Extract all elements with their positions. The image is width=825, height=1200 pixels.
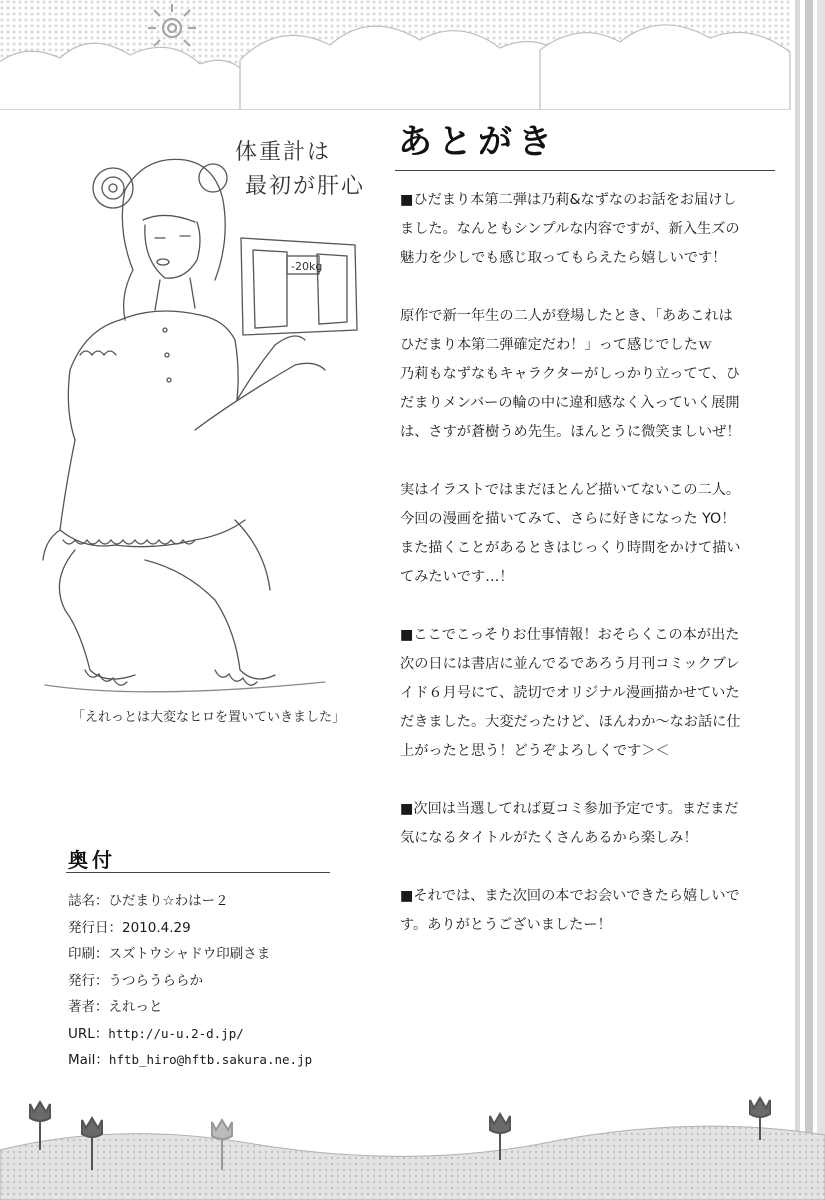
sun-icon xyxy=(148,4,196,46)
colophon-value: うつらうららか xyxy=(108,972,203,989)
afterword-paragraph: 原作で新一年生の二人が登場したとき、「ああこれは ひだまり本第二弾確定だわ！」って感じでしたｗ 乃莉もなずなもキャラクターがしっかり立ってて、ひ だまりメンバーの輪の中に違和感なく入っていく展開 は、さすが蒼樹うめ先生。ほんとうに微笑ましいぜ！ xyxy=(400,308,741,440)
colophon-value: ひだまり☆わはー２ xyxy=(108,893,229,909)
colophon-row-publisher xyxy=(68,968,312,995)
character-illustration xyxy=(25,130,385,700)
colophon-key: Mail： xyxy=(68,1052,109,1068)
colophon-key: 発行： xyxy=(68,972,109,989)
colophon-row-url xyxy=(68,1021,312,1048)
colophon-key: URL： xyxy=(68,1025,109,1042)
scale-reading: -20kg xyxy=(291,260,323,273)
colophon-row-printer xyxy=(68,941,312,968)
colophon-row-date xyxy=(68,915,312,942)
colophon-row-mail xyxy=(68,1047,312,1074)
colophon-key: 発行日： xyxy=(68,919,122,936)
handwritten-note xyxy=(235,136,375,204)
right-edge-stripe xyxy=(791,0,825,1200)
bottom-field-decoration xyxy=(0,1090,825,1200)
colophon-row-title xyxy=(68,888,312,915)
colophon-value: スズトウシャドウ印刷さま xyxy=(108,946,271,962)
afterword-paragraph: 実はイラストではまだほとんど描いてないこの二人。 今回の漫画を描いてみて、さらに好きになった YO！ また描くことがあるときはじっくり時間をかけて描い てみたいです…！ xyxy=(400,482,741,585)
afterword-paragraph: ■次回は当選してれば夏コミ参加予定です。まだまだ 気になるタイトルがたくさんあるから楽しみ！ xyxy=(400,801,739,846)
afterword-paragraph: ■それでは、また次回の本でお会いできたら嬉しいで す。ありがとうございましたー！ xyxy=(400,888,740,933)
afterword-divider xyxy=(395,170,775,171)
colophon-value: 2010.4.29 xyxy=(122,919,191,936)
afterword-paragraph: ■ひだまり本第二弾は乃莉&なずなのお話をお届けし ました。なんともシンプルな内容ですが、新入生ズの 魅力を少しでも感じ取ってもらえたら嬉しいです！ xyxy=(400,192,740,266)
afterword-body xyxy=(400,186,780,969)
cloud-sky-decoration xyxy=(0,0,825,110)
colophon-key: 著者： xyxy=(68,999,109,1015)
afterword-title: あとがき xyxy=(398,122,558,162)
colophon-value: えれっと xyxy=(108,999,163,1015)
colophon-key: 誌名： xyxy=(68,893,109,909)
colophon-url-link[interactable]: http://u-u.2-d.jp/ xyxy=(108,1025,244,1041)
handwritten-line-1: 体重計は xyxy=(235,140,332,165)
colophon-list xyxy=(68,888,312,1074)
colophon-title: 奥付 xyxy=(68,848,116,872)
illustration-caption: 「えれっとは大変なヒロを置いていきました」 xyxy=(72,710,346,725)
colophon-key: 印刷： xyxy=(68,946,109,962)
colophon-mail-link[interactable]: hftb_hiro@hftb.sakura.ne.jp xyxy=(108,1052,313,1067)
colophon-divider xyxy=(66,872,330,873)
colophon-row-author xyxy=(68,994,312,1021)
afterword-paragraph: ■ここでこっそりお仕事情報！おそらくこの本が出た 次の日には書店に並んでるであろう月刊コミックブレ イド６月号にて、読切でオリジナル漫画描かせていた だきました。大変だったけど、ほんわか～なお話に仕 上がったと思う！どうぞよろしくです＞＜ xyxy=(400,627,741,759)
handwritten-line-2: 最初が肝心 xyxy=(245,174,366,199)
